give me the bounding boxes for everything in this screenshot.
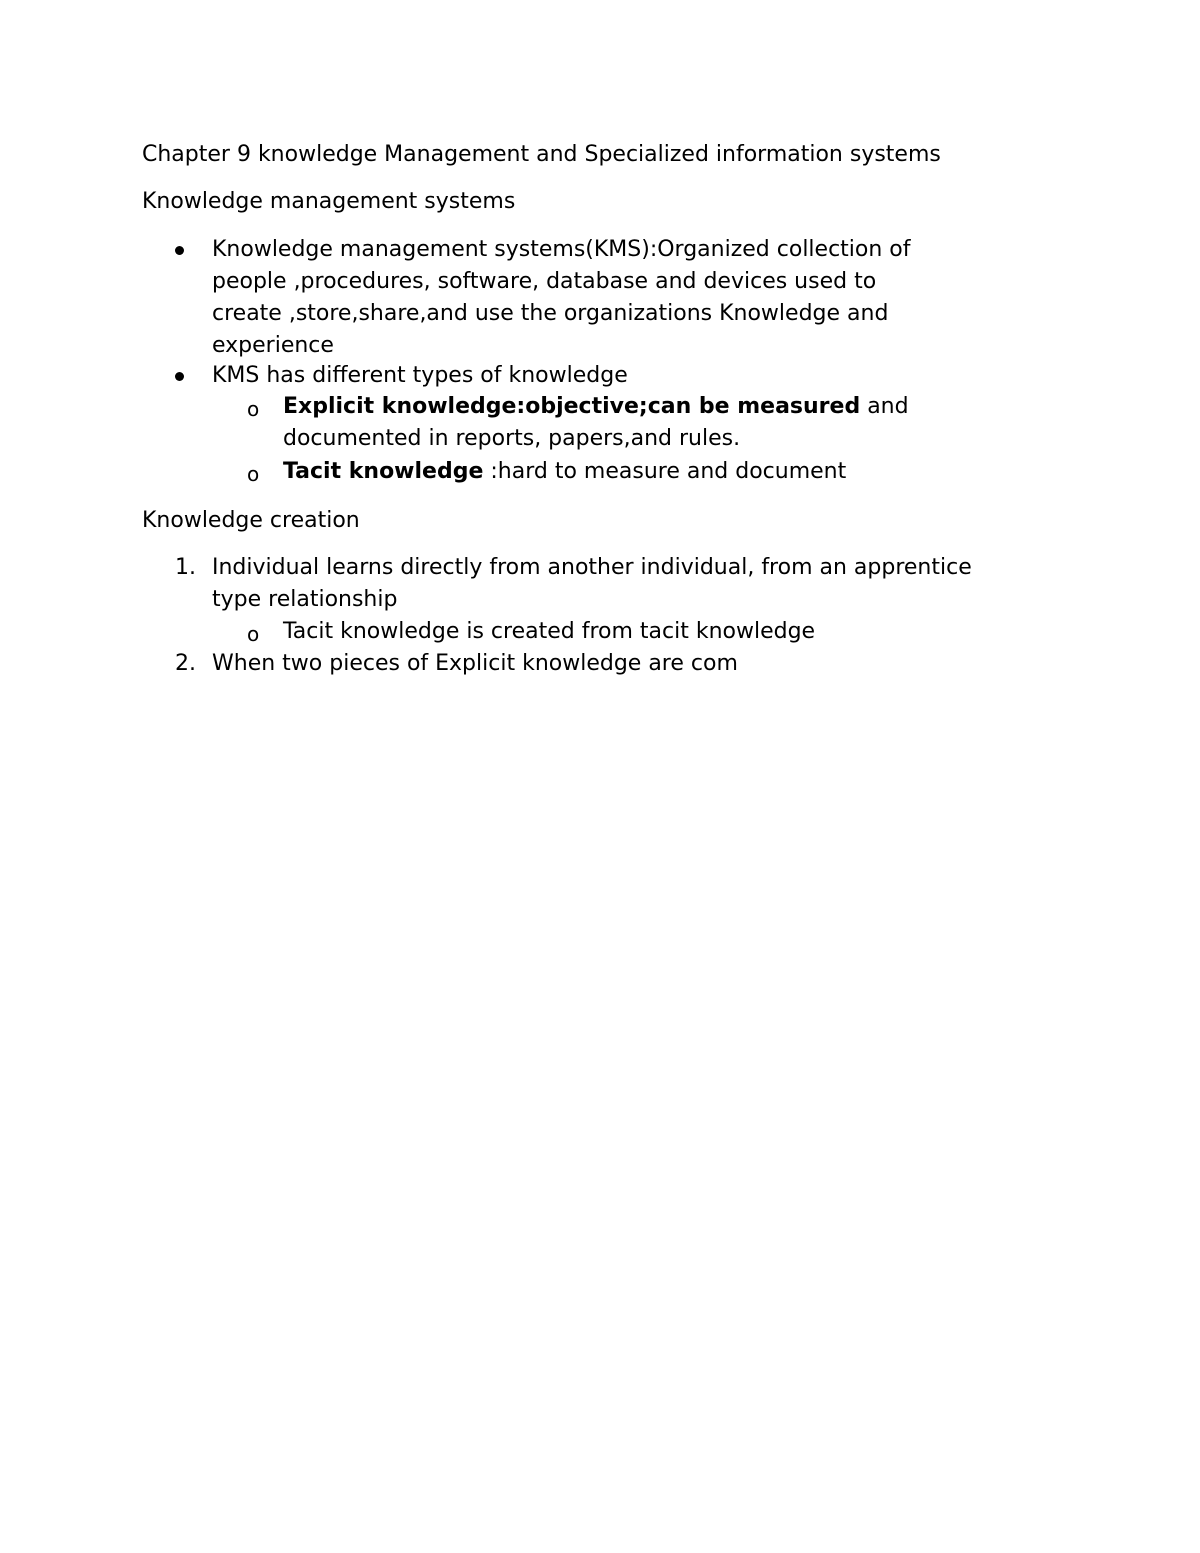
list-item-line: experience [212,333,334,358]
numbered-item-line: Individual learns directly from another individual, from an apprentice [212,555,972,580]
tacit-knowledge-term: Tacit knowledge [283,459,484,484]
sub-list-item-tacit [283,456,1083,488]
numbered-item-line: When two pieces of Explicit knowledge are com [212,651,738,676]
list-item-kms-types [212,360,1012,392]
sub-list-item-tacit-creation [283,616,1083,648]
list-item-line: KMS has different types of knowledge [212,363,628,388]
section-heading-kms: Knowledge management systems [142,189,516,214]
sub-list-item-explicit [283,391,1083,455]
sub-bullet-circle-icon: o [247,462,260,486]
numbered-item-1 [212,552,1012,616]
section-heading-knowledge-creation: Knowledge creation [142,508,360,533]
numbered-item-2 [212,648,1012,680]
explicit-knowledge-rest: and [860,394,909,419]
list-item-kms-definition [212,234,1012,362]
list-item-line: create ,store,share,and use the organizations Knowledge and [212,301,889,326]
bullet-disc-icon [175,372,184,381]
numbered-item-line: type relationship [212,587,398,612]
sub-list-item-line [283,456,1083,488]
sub-list-item-line: Tacit knowledge is created from tacit knowledge [283,619,816,644]
list-number: 1. [175,555,196,580]
page-title: Chapter 9 knowledge Management and Specialized information systems [142,142,941,167]
list-item-line: people ,procedures, software, database and devices used to [212,269,877,294]
list-number: 2. [175,651,196,676]
list-item-line: Knowledge management systems(KMS):Organized collection of [212,237,911,262]
sub-bullet-circle-icon: o [247,397,260,421]
explicit-knowledge-term: Explicit knowledge:objective;can be measured [283,394,861,419]
tacit-knowledge-rest: :hard to measure and document [483,459,847,484]
sub-list-item-line [283,391,1083,423]
sub-bullet-circle-icon: o [247,622,260,646]
sub-list-item-line: documented in reports, papers,and rules. [283,426,741,451]
bullet-disc-icon [175,246,184,255]
